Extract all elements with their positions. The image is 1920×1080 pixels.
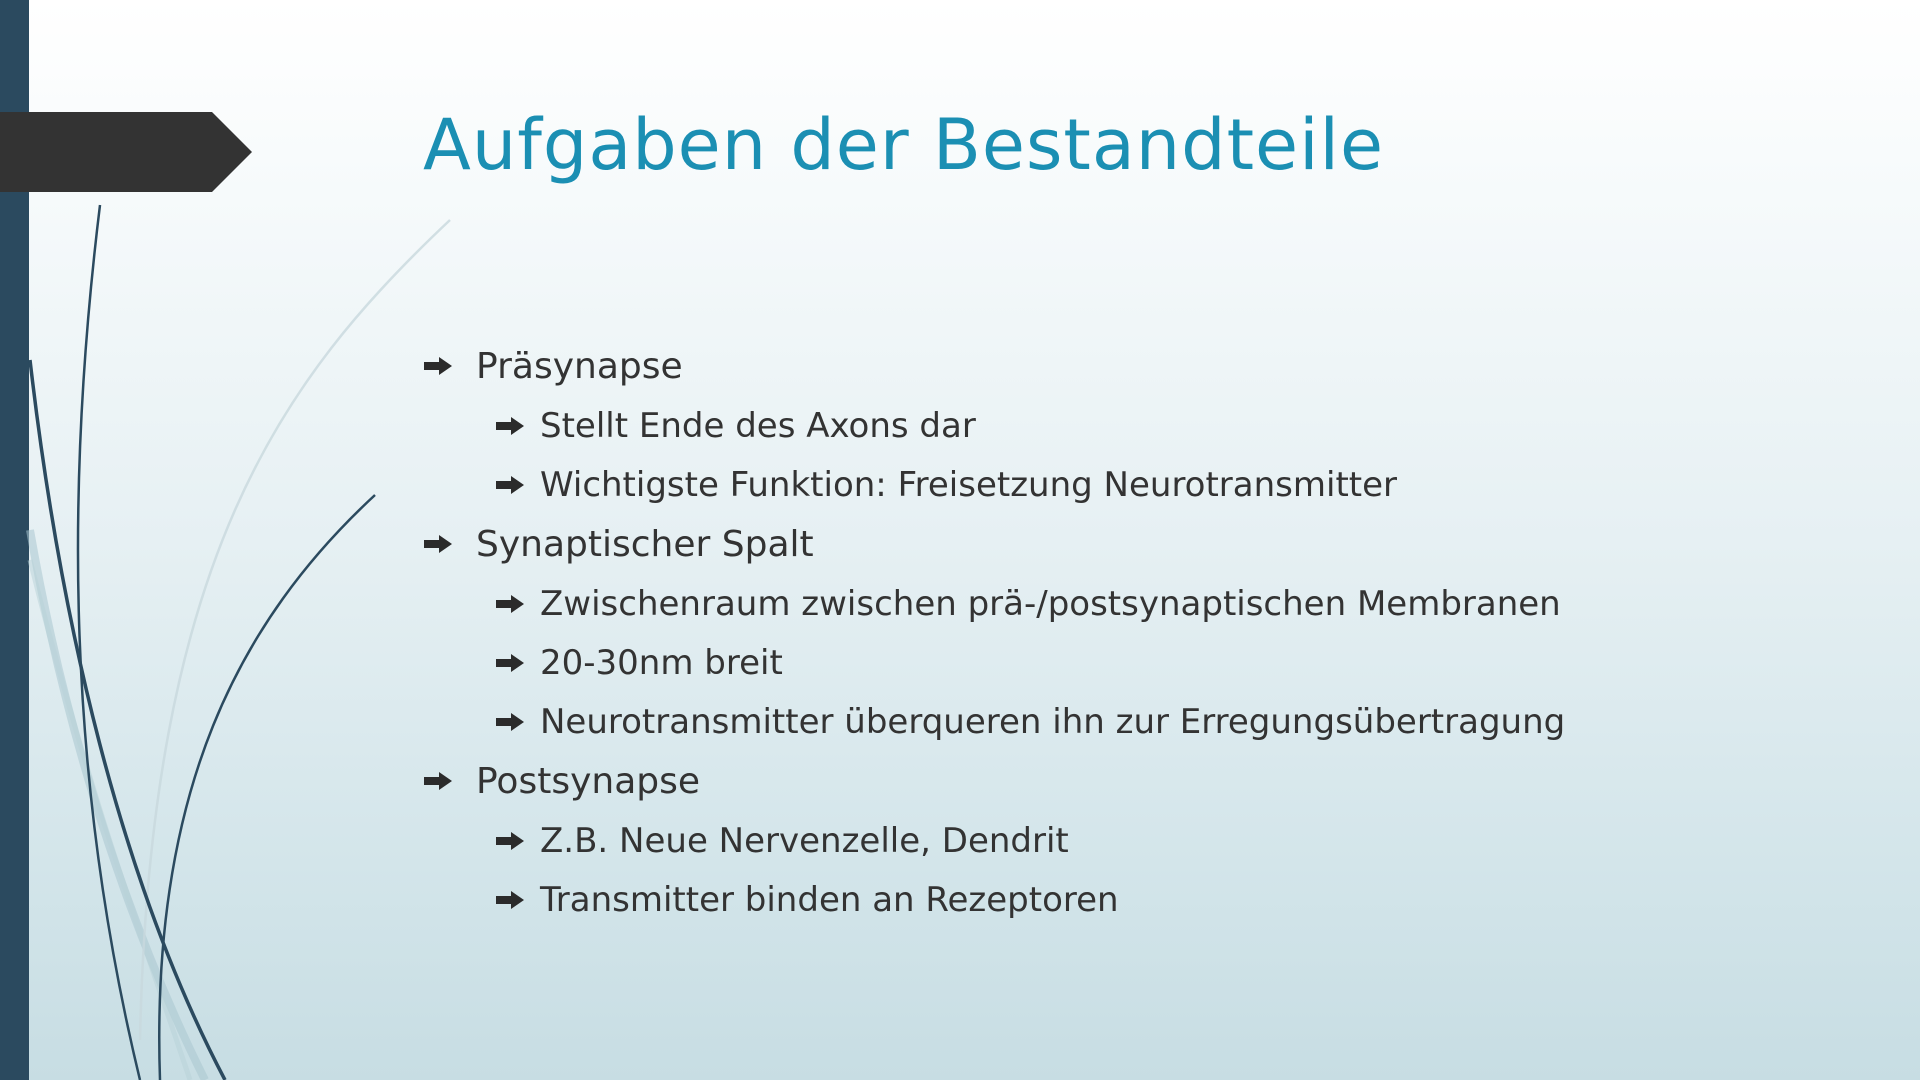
- decor-curve-dark: [78, 205, 140, 1080]
- arrow-bullet-icon: [496, 417, 524, 435]
- bullet-item-level-2: [420, 870, 1880, 929]
- arrow-bullet-icon: [424, 772, 452, 790]
- decor-curve-dark: [159, 495, 375, 1080]
- bullet-item-level-2: [420, 633, 1880, 692]
- bullet-text: Zwischenraum zwischen prä-/postsynaptischen Membranen: [540, 583, 1561, 624]
- bullet-item-level-1: [420, 336, 1880, 396]
- bullet-text: Transmitter binden an Rezeptoren: [540, 879, 1119, 920]
- bullet-text: Neurotransmitter überqueren ihn zur Erregungsübertragung: [540, 701, 1566, 742]
- bullet-text: Wichtigste Funktion: Freisetzung Neurotransmitter: [540, 464, 1398, 505]
- bullet-text: Präsynapse: [476, 345, 683, 387]
- bullet-item-level-2: [420, 692, 1880, 751]
- bullet-text: Stellt Ende des Axons dar: [540, 405, 976, 446]
- arrow-bullet-icon: [496, 713, 524, 731]
- bullet-item-level-1: [420, 514, 1880, 574]
- slide-title: Aufgaben der Bestandteile: [423, 104, 1385, 186]
- bullet-text: 20-30nm breit: [540, 642, 783, 683]
- arrow-bullet-icon: [424, 535, 452, 553]
- arrow-bullet-icon: [424, 357, 452, 375]
- bullet-item-level-2: [420, 396, 1880, 455]
- arrow-bullet-icon: [496, 654, 524, 672]
- arrow-bullet-icon: [496, 476, 524, 494]
- title-tab-shape: [0, 112, 252, 192]
- arrow-bullet-icon: [496, 891, 524, 909]
- decor-curve-dark: [30, 360, 225, 1080]
- bullet-item-level-2: [420, 811, 1880, 870]
- bullet-item-level-2: [420, 455, 1880, 514]
- bullet-list: [420, 336, 1880, 929]
- bullet-text: Z.B. Neue Nervenzelle, Dendrit: [540, 820, 1069, 861]
- arrow-bullet-icon: [496, 595, 524, 613]
- bullet-text: Synaptischer Spalt: [476, 523, 814, 565]
- decor-curve-light: [140, 220, 450, 1040]
- bullet-item-level-1: [420, 751, 1880, 811]
- bullet-text: Postsynapse: [476, 760, 701, 802]
- bullet-item-level-2: [420, 574, 1880, 633]
- arrow-bullet-icon: [496, 832, 524, 850]
